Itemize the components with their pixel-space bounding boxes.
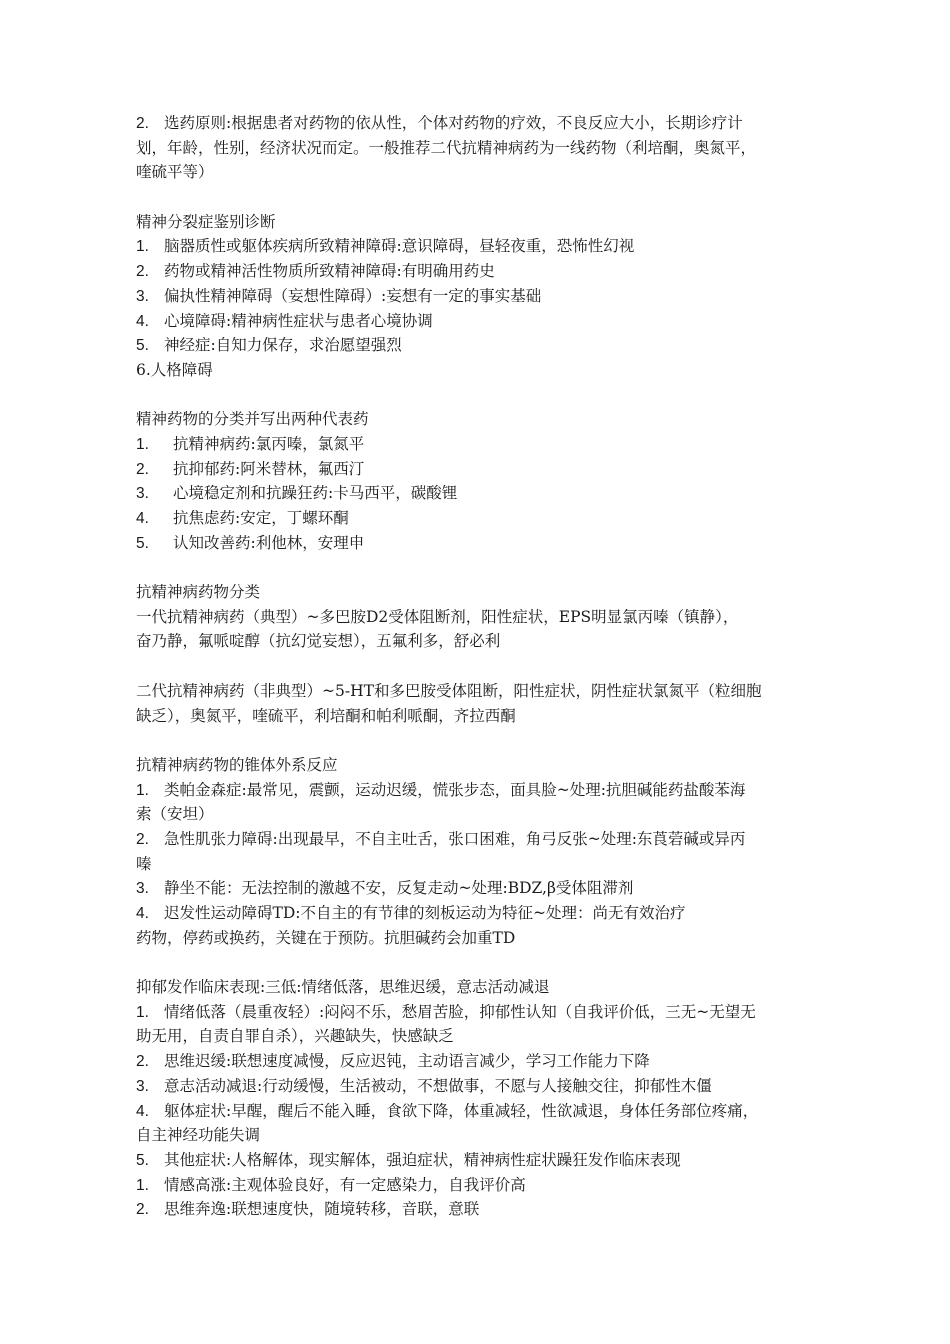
text-line	[136, 1148, 826, 1173]
list-number: 5.	[136, 337, 149, 355]
text-line	[136, 605, 826, 630]
line-text: 认知改善药:利他林，安理申	[173, 533, 365, 552]
blank-line	[136, 728, 826, 753]
list-number: 3.	[136, 880, 149, 898]
text-line	[136, 309, 826, 334]
text-line	[136, 1099, 826, 1124]
text-line	[136, 432, 826, 457]
line-text: 抗精神病药物的锥体外系反应	[136, 755, 338, 774]
text-line	[136, 284, 826, 309]
line-text: 偏执性精神障碍（妄想性障碍）:妄想有一定的事实基础	[164, 286, 542, 305]
text-line	[136, 580, 826, 605]
line-text: 选药原则:根据患者对药物的依从性，个体对药物的疗效，不良反应大小，长期诊疗计	[164, 114, 743, 132]
line-text: 精神药物的分类并写出两种代表药	[136, 410, 369, 429]
text-line	[136, 901, 826, 926]
line-text: 抗抑郁药:阿米替林，氟西汀	[173, 459, 365, 478]
line-text: 一代抗精神病药（典型）~多巴胺D2受体阻断剂，阳性症状，EPS明显氯丙嗪（镇静），	[136, 607, 739, 626]
text-line	[136, 1074, 826, 1099]
line-text: 思维奔逸:联想速度快，随境转移，音联，意联	[164, 1200, 480, 1219]
document-page	[136, 111, 826, 1222]
list-number: 1.	[136, 1176, 149, 1194]
text-line	[136, 753, 826, 778]
line-text: 心境障碍:精神病性症状与患者心境协调	[164, 311, 433, 330]
line-text: 意志活动减退:行动缓慢，生活被动，不想做事，不愿与人接触交往，抑郁性木僵	[164, 1076, 712, 1095]
list-number: 4.	[136, 312, 149, 330]
blank-line	[136, 185, 826, 210]
list-number: 3.	[136, 287, 149, 305]
line-text: 嗪	[136, 854, 152, 873]
line-text: 精神分裂症鉴别诊断	[136, 212, 276, 231]
text-line	[136, 802, 826, 827]
list-number: 1.	[136, 435, 149, 453]
line-text: 情感高涨:主观体验良好，有一定感染力，自我评价高	[164, 1175, 526, 1194]
line-text: 抗焦虑药:安定，丁螺环酮	[173, 509, 349, 527]
text-line	[136, 926, 826, 951]
list-number: 4.	[136, 1102, 149, 1120]
blank-line	[136, 654, 826, 679]
line-text: 静坐不能：无法控制的激越不安，反复走动~处理:BDZ,β受体阻滞剂	[164, 879, 634, 898]
text-line	[136, 778, 826, 803]
line-text: 神经症:自知力保存，求治愿望强烈	[164, 336, 402, 355]
line-text: 助无用，自责自罪自杀），兴趣缺失，快感缺乏	[136, 1027, 454, 1046]
line-text: 躯体症状:早醒，醒后不能入睡，食欲下降，体重减轻，性欲减退，身体任务部位疼痛，	[164, 1101, 759, 1120]
line-text: 药物或精神活性物质所致精神障碍:有明确用药史	[164, 262, 495, 281]
text-line	[136, 506, 826, 531]
text-line	[136, 111, 826, 136]
line-text: 思维迟缓:联想速度减慢，反应迟钝，主动语言减少，学习工作能力下降	[164, 1052, 650, 1071]
text-line	[136, 704, 826, 729]
line-text: 迟发性运动障碍TD:不自主的有节律的刻板运动为特征~处理：尚无有效治疗	[164, 904, 686, 922]
line-text: 心境稳定剂和抗躁狂药:卡马西平，碳酸锂	[173, 484, 458, 503]
list-number: 1.	[136, 1003, 149, 1021]
list-number: 5.	[136, 534, 149, 552]
text-line	[136, 259, 826, 284]
line-text: 其他症状:人格解体，现实解体，强迫症状，精神病性症状躁狂发作临床表现	[164, 1150, 681, 1169]
text-line	[136, 457, 826, 482]
line-text: 抗精神病药:氯丙嗪，氯氮平	[173, 434, 365, 453]
line-text: 索（安坦）	[136, 805, 214, 824]
list-number: 3.	[136, 1077, 149, 1095]
list-number: 3.	[136, 485, 149, 503]
text-line	[136, 333, 826, 358]
blank-line	[136, 950, 826, 975]
text-line	[136, 975, 826, 1000]
line-text: 类帕金森症:最常见，震颤，运动迟缓，慌张步态，面具脸~处理:抗胆碱能药盐酸苯海	[164, 780, 746, 799]
text-line	[136, 679, 826, 704]
line-text: 二代抗精神病药（非典型）~5-HT和多巴胺受体阻断，阳性症状，阴性症状氯氮平（粒细胞	[136, 681, 762, 700]
text-line	[136, 852, 826, 877]
text-line	[136, 136, 826, 161]
line-text: 急性肌张力障碍:出现最早，不自主吐舌，张口困难，角弓反张~处理:东莨菪碱或异丙	[164, 829, 746, 848]
text-line	[136, 1000, 826, 1025]
text-line	[136, 210, 826, 235]
text-line	[136, 1123, 826, 1148]
text-line	[136, 407, 826, 432]
line-text: 划，年龄，性别，经济状况而定。一般推荐二代抗精神病药为一线药物（利培酮，奥氮平，	[136, 138, 757, 157]
line-text: 情绪低落（晨重夜轻）:闷闷不乐，愁眉苦脸，抑郁性认知（自我评价低，三无~无望无	[164, 1002, 756, 1021]
line-text: 喹硫平等）	[136, 163, 214, 182]
list-number: 2.	[136, 263, 149, 281]
text-line	[136, 1024, 826, 1049]
text-line	[136, 160, 826, 185]
list-number: 2.	[136, 1201, 149, 1219]
line-text: 抗精神病药物分类	[136, 583, 261, 602]
text-line	[136, 827, 826, 852]
line-text: 6.人格障碍	[136, 360, 213, 379]
text-line	[136, 234, 826, 259]
line-text: 缺乏），奥氮平，喹硫平，利培酮和帕利哌酮，齐拉西酮	[136, 706, 516, 725]
text-line	[136, 358, 826, 383]
text-line	[136, 1049, 826, 1074]
list-number: 2.	[136, 830, 149, 848]
list-number: 5.	[136, 1151, 149, 1169]
list-number: 1.	[136, 238, 149, 256]
blank-line	[136, 383, 826, 408]
text-line	[136, 531, 826, 556]
list-number: 4.	[136, 905, 149, 922]
text-line	[136, 1173, 826, 1198]
line-text: 抑郁发作临床表现:三低:情绪低落，思维迟缓，意志活动减退	[136, 978, 550, 997]
text-line	[136, 1197, 826, 1222]
list-number: 4.	[136, 510, 149, 527]
line-text: 脑器质性或躯体疾病所致精神障碍:意识障碍，昼轻夜重，恐怖性幻视	[164, 237, 635, 256]
line-text: 药物，停药或换药，关键在于预防。抗胆碱药会加重TD	[136, 928, 516, 947]
list-number: 2.	[136, 115, 149, 132]
text-line	[136, 876, 826, 901]
list-number: 1.	[136, 781, 149, 799]
list-number: 2.	[136, 1053, 149, 1071]
blank-line	[136, 555, 826, 580]
list-number: 2.	[136, 460, 149, 478]
line-text: 奋乃静，氟哌啶醇（抗幻觉妄想），五氟利多，舒必利	[136, 632, 501, 651]
text-line	[136, 629, 826, 654]
line-text: 自主神经功能失调	[136, 1126, 261, 1145]
text-line	[136, 481, 826, 506]
